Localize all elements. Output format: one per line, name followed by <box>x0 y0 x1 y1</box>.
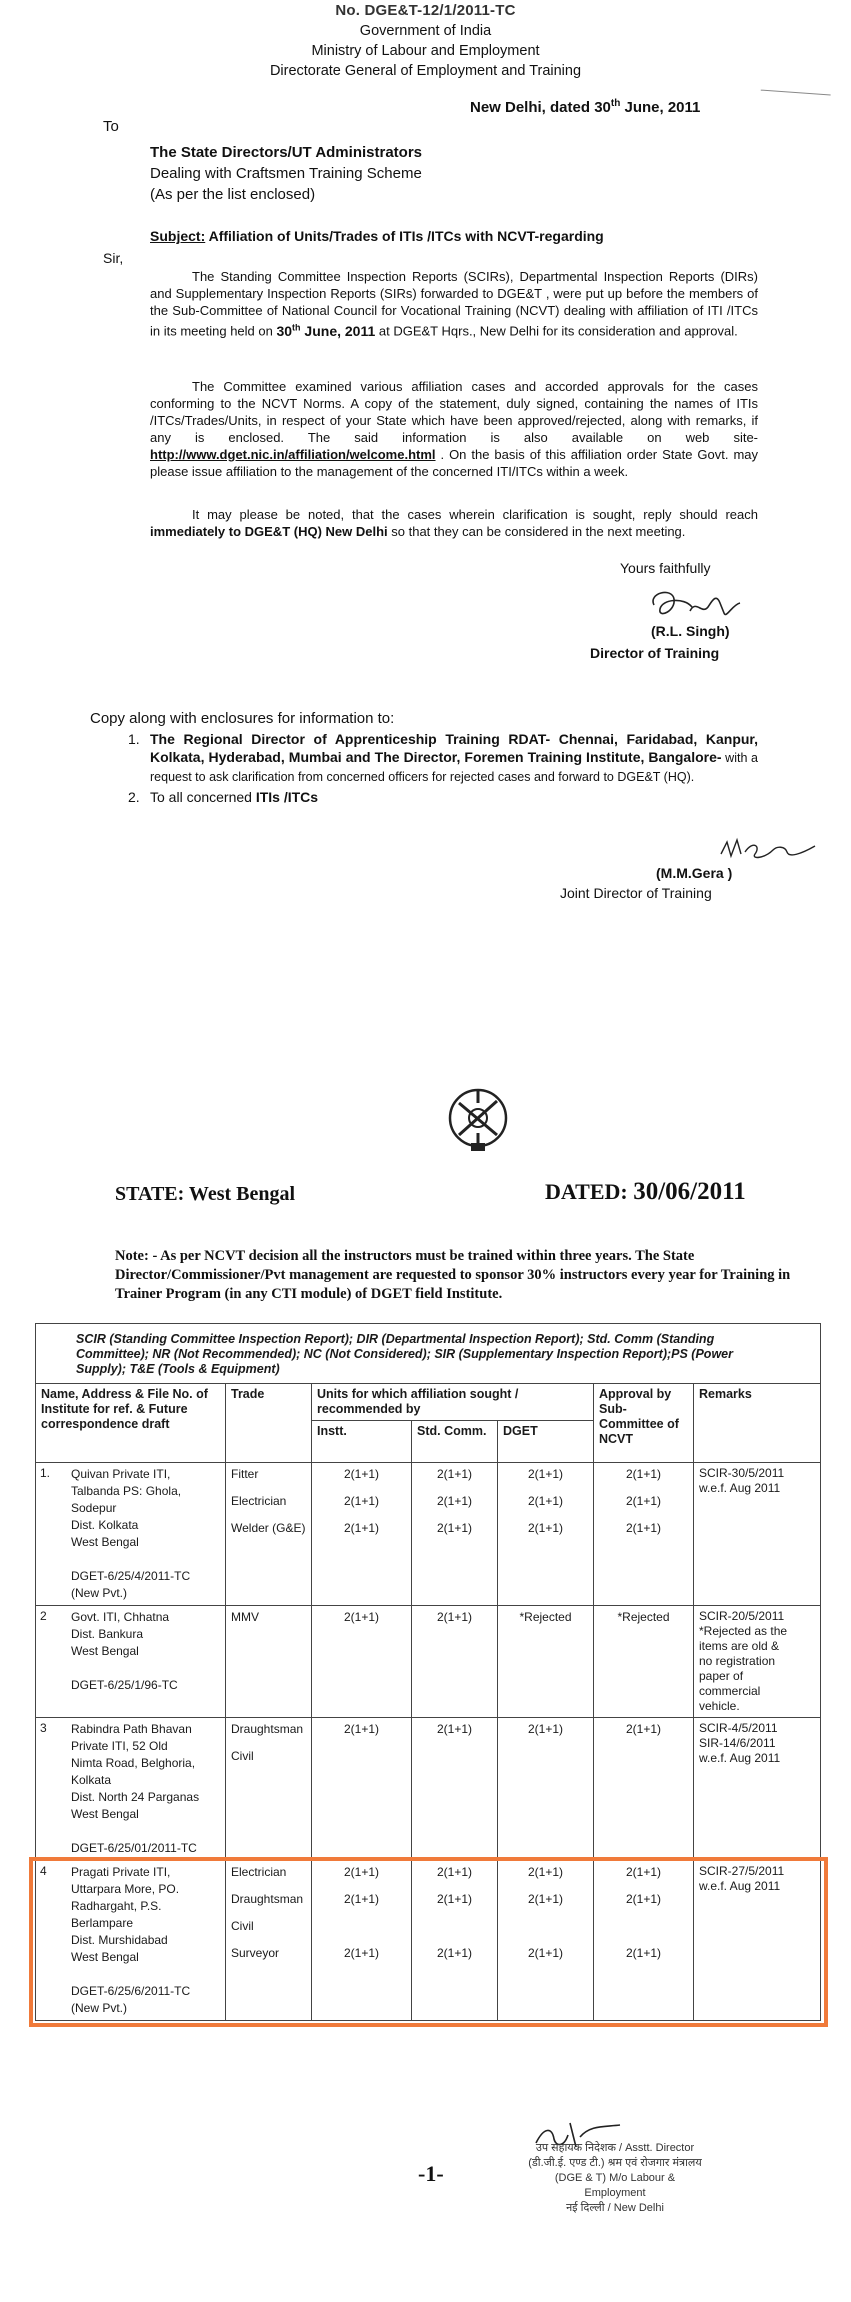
subject-label: Subject: <box>150 228 206 244</box>
trades-value: Civil <box>231 1919 254 1933</box>
scan-mark <box>759 90 830 116</box>
remarks-cell <box>694 1463 821 1606</box>
approval-value: 2(1+1) <box>625 1467 662 1481</box>
remarks-line: vehicle. <box>699 1699 740 1713</box>
header-directorate: Directorate General of Employment and Training <box>269 63 582 79</box>
institute-cell <box>36 1606 226 1718</box>
addressee-line-1: The State Directors/UT Administrators <box>150 144 422 161</box>
std-cell <box>412 1606 498 1718</box>
trades-value: Draughtsman <box>231 1892 304 1906</box>
remarks-line: SCIR-4/5/2011 <box>699 1721 778 1735</box>
instt-value: 2(1+1) <box>343 1467 380 1481</box>
state-name: STATE: West Bengal <box>115 1183 296 1205</box>
file-number: No. DGE&T-12/1/2011-TC <box>335 2 516 19</box>
approval-cell <box>594 1718 694 1861</box>
approval-cell <box>594 1606 694 1718</box>
table-row <box>36 1718 821 1861</box>
institute-line: Rabindra Path Bhavan <box>71 1722 192 1736</box>
std-value: 2(1+1) <box>436 1722 473 1736</box>
header-ministry: Ministry of Labour and Employment <box>311 43 540 59</box>
addressee-line-2: Dealing with Craftsmen Training Scheme <box>150 165 422 182</box>
institute-line: West Bengal <box>71 1950 139 1964</box>
dget-value: 2(1+1) <box>527 1467 564 1481</box>
paragraph-3: It may please be noted, that the cases wherein clarification is sought, reply should reach immediately to DGE&T (HQ) New Delhi so that they can be considered in the next meeting. <box>150 507 758 539</box>
copy-list <box>128 730 758 806</box>
trades-cell <box>226 1606 312 1718</box>
institute-cell <box>36 1718 226 1861</box>
institute-line: (New Pvt.) <box>71 1586 128 1600</box>
std-value: 2(1+1) <box>436 1521 473 1535</box>
institute-line: DGET-6/25/1/96-TC <box>71 1678 178 1692</box>
official-stamp: उप सहायक निदेशक / Asstt. Director (डी.जी.ई. एण्ड टी.) श्रम एवं रोजगार मंत्रालय (DGE & T) M/o Labour & Employment नई दिल्ली / New Delhi <box>528 2142 702 2214</box>
trades-cell <box>226 1718 312 1861</box>
approval-value: *Rejected <box>617 1610 670 1624</box>
ncvt-note: Note: - As per NCVT decision all the instructors must be trained within three years. The State Director/Commissioner/Pvt management are requested to sponsor 30% instructors every year for Training in Trainer Program (in any CTI module) of DGET field Institute. <box>115 1248 791 1302</box>
addressee-line-3: (As per the list enclosed) <box>150 186 316 203</box>
std-value: 2(1+1) <box>436 1892 473 1906</box>
statement-date: DATED: 30/06/2011 <box>545 1178 746 1205</box>
signature-mm-gera <box>715 832 825 866</box>
instt-value: 2(1+1) <box>343 1722 380 1736</box>
remarks-line: SCIR-30/5/2011 <box>699 1466 785 1480</box>
letter-header <box>0 0 851 81</box>
institute-line: Radhargaht, P.S. <box>71 1899 162 1913</box>
institute-line: Quivan Private ITI, <box>71 1467 171 1481</box>
institute-line: Kolkata <box>71 1773 112 1787</box>
institute-line: DGET-6/25/01/2011-TC <box>71 1841 197 1855</box>
dget-value: 2(1+1) <box>527 1892 564 1906</box>
sig2-title: Joint Director of Training <box>560 885 712 901</box>
trades-value: Electrician <box>231 1494 287 1508</box>
dget-value: *Rejected <box>519 1610 572 1624</box>
approval-value: 2(1+1) <box>625 1494 662 1508</box>
dget-value: 2(1+1) <box>527 1946 564 1960</box>
dget-value: 2(1+1) <box>527 1865 564 1879</box>
header-institute: Name, Address & File No. of Institute for ref. & Future correspondence draft <box>36 1384 226 1463</box>
serial-number: 4 <box>40 1864 47 1878</box>
header-trade: Trade <box>226 1384 312 1463</box>
remarks-line: w.e.f. Aug 2011 <box>699 1879 781 1893</box>
institute-line <box>71 1660 220 1677</box>
institute-line: Dist. North 24 Parganas <box>71 1790 200 1804</box>
dget-cell <box>498 1718 594 1861</box>
dget-value: 2(1+1) <box>527 1494 564 1508</box>
closing: Yours faithfully <box>620 560 711 576</box>
instt-cell <box>312 1718 412 1861</box>
header-instt: Instt. <box>312 1421 412 1463</box>
salutation: Sir, <box>103 250 124 266</box>
std-value: 2(1+1) <box>436 1946 473 1960</box>
remarks-line: SCIR-20/5/2011 <box>699 1609 785 1623</box>
approval-cell <box>594 1463 694 1606</box>
subject-text: Affiliation of Units/Trades of ITIs /ITCs with NCVT-regarding <box>205 228 604 244</box>
trades-value: Electrician <box>231 1865 287 1879</box>
remarks-line: paper of <box>699 1669 744 1683</box>
trades-value: Draughtsman <box>231 1722 304 1736</box>
dget-value: 2(1+1) <box>527 1722 564 1736</box>
instt-value: 2(1+1) <box>343 1521 380 1535</box>
table-row <box>36 1463 821 1606</box>
serial-number: 3 <box>40 1721 47 1735</box>
institute-line: Nimta Road, Belghoria, <box>71 1756 196 1770</box>
remarks-line: SIR-14/6/2011 <box>699 1736 776 1750</box>
copy-heading: Copy along with enclosures for information to: <box>90 710 395 727</box>
std-cell <box>412 1463 498 1606</box>
signatory-title: Director of Training <box>590 645 720 661</box>
instt-value: 2(1+1) <box>343 1865 380 1879</box>
instt-cell <box>312 1606 412 1718</box>
copy-item-1: 1. The Regional Director of Apprenticeship Training RDAT- Chennai, Faridabad, Kanpur, Kolkata, Hyderabad, Mumbai and The Director, Foremen Training Institute, Bangalore- with a request to ask clarification from concerned officers for rejected cases and forward to DGE&T (HQ). <box>128 731 758 784</box>
approval-value: 2(1+1) <box>625 1521 662 1535</box>
remarks-line: w.e.f. Aug 2011 <box>699 1751 781 1765</box>
subject <box>150 228 604 244</box>
addressee <box>150 142 422 205</box>
approval-value: 2(1+1) <box>625 1946 662 1960</box>
to-label: To <box>103 118 119 135</box>
institute-line: (New Pvt.) <box>71 2001 128 2015</box>
institute-line <box>71 1823 220 1840</box>
trades-value: Civil <box>231 1749 254 1763</box>
institute-line: Dist. Bankura <box>71 1627 144 1641</box>
dget-cell <box>498 1463 594 1606</box>
std-cell <box>412 1718 498 1861</box>
remarks-line: no registration <box>699 1654 776 1668</box>
paragraph-1: The Standing Committee Inspection Reports (SCIRs), Departmental Inspection Reports (DIRs) and Supplementary Inspection Reports (SIRs) forwarded to DGE&T , were put up before the members of the Sub-Committee of National Council for Vocational Training (NCVT) dealing with affiliation of ITI /ITCs in its meeting held on 30th June, 2011 at DGE&T Hqrs., New Delhi for its consideration and approval. <box>150 269 758 339</box>
trades-value: Surveyor <box>231 1946 280 1960</box>
copy-item-2: 2. To all concerned ITIs /ITCs <box>128 789 319 805</box>
approval-value: 2(1+1) <box>625 1722 662 1736</box>
header-std-comm: Std. Comm. <box>412 1421 498 1463</box>
header-units: Units for which affiliation sought / recommended by <box>312 1384 594 1421</box>
dget-cell <box>498 1606 594 1718</box>
institute-line: DGET-6/25/4/2011-TC <box>71 1569 191 1583</box>
institute-line: Private ITI, 52 Old <box>71 1739 168 1753</box>
remarks-line: items are old & <box>699 1639 780 1653</box>
header-government: Government of India <box>359 23 492 39</box>
institute-line: Pragati Private ITI, <box>71 1865 171 1879</box>
institute-line: Dist. Murshidabad <box>71 1933 168 1947</box>
abbreviation-legend: SCIR (Standing Committee Inspection Report); DIR (Departmental Inspection Report); Std. Comm (Standing Committee); NR (Not Recommended); NC (Not Considered); SIR (Supplementary Inspection Report);PS (Power Supply); T&E (Tools & Equipment) <box>76 1332 733 1376</box>
trades-cell <box>226 1463 312 1606</box>
institute-line <box>71 1551 220 1568</box>
institute-line: West Bengal <box>71 1807 139 1821</box>
institute-line: Talbanda PS: Ghola, <box>71 1484 182 1498</box>
instt-value: 2(1+1) <box>343 1610 380 1624</box>
remarks-cell <box>694 1606 821 1718</box>
statement-page <box>20 1085 830 2285</box>
instt-value: 2(1+1) <box>343 1494 380 1508</box>
page-number: -1- <box>418 2161 444 2186</box>
std-value: 2(1+1) <box>436 1494 473 1508</box>
institute-line: Uttarpara More, PO. <box>71 1882 180 1896</box>
trades-value: Fitter <box>231 1467 259 1481</box>
instt-value: 2(1+1) <box>343 1946 380 1960</box>
instt-value: 2(1+1) <box>343 1892 380 1906</box>
institute-line: Sodepur <box>71 1501 117 1515</box>
row-4-highlight-box <box>29 1857 828 2027</box>
institute-line: DGET-6/25/6/2011-TC <box>71 1984 191 1998</box>
institute-line: Berlampare <box>71 1916 134 1930</box>
header-remarks: Remarks <box>694 1384 821 1463</box>
remarks-line: *Rejected as the <box>699 1624 788 1638</box>
remarks-line: w.e.f. Aug 2011 <box>699 1481 781 1495</box>
std-value: 2(1+1) <box>436 1610 473 1624</box>
dget-emblem-icon <box>445 1085 511 1155</box>
dget-value: 2(1+1) <box>527 1521 564 1535</box>
institute-line: West Bengal <box>71 1644 139 1658</box>
institute-line: West Bengal <box>71 1535 139 1549</box>
trades-value: MMV <box>231 1610 259 1624</box>
header-approval: Approval by Sub-Committee of NCVT <box>594 1384 694 1463</box>
approval-value: 2(1+1) <box>625 1892 662 1906</box>
institute-line: Dist. Kolkata <box>71 1518 139 1532</box>
serial-number: 1. <box>40 1466 51 1480</box>
letter-date: New Delhi, dated 30th June, 2011 <box>470 98 701 116</box>
std-value: 2(1+1) <box>436 1467 473 1481</box>
instt-cell <box>312 1463 412 1606</box>
table-row <box>36 1606 821 1718</box>
trades-value: Welder (G&E) <box>231 1521 306 1535</box>
institute-line: Govt. ITI, Chhatna <box>71 1610 170 1624</box>
paragraph-2: The Committee examined various affiliation cases and accorded approvals for the cases conforming to the NCVT Norms. A copy of the statement, duly signed, containing the names of ITIs /ITCs/Trades/Units, in respect of your State which have been approved/rejected, along with remarks, if any is enclosed. The said information is also available on web site-http://www.dget.nic.in/affiliation/welcome.html . On the basis of this affiliation order State Govt. may please issue affiliation to the management of the concerned ITI/ITCs within a week. <box>150 379 758 479</box>
serial-number: 2 <box>40 1609 47 1623</box>
remarks-cell <box>694 1718 821 1861</box>
sig2-name: (M.M.Gera ) <box>656 865 733 881</box>
approval-value: 2(1+1) <box>625 1865 662 1879</box>
affiliation-website-link[interactable]: http://www.dget.nic.in/affiliation/welcome.html <box>150 447 436 462</box>
header-dget: DGET <box>498 1421 594 1463</box>
remarks-line: SCIR-27/5/2011 <box>699 1864 785 1878</box>
institute-cell <box>36 1463 226 1606</box>
std-value: 2(1+1) <box>436 1865 473 1879</box>
remarks-line: commercial <box>699 1684 761 1698</box>
signatory-name: (R.L. Singh) <box>651 623 730 639</box>
